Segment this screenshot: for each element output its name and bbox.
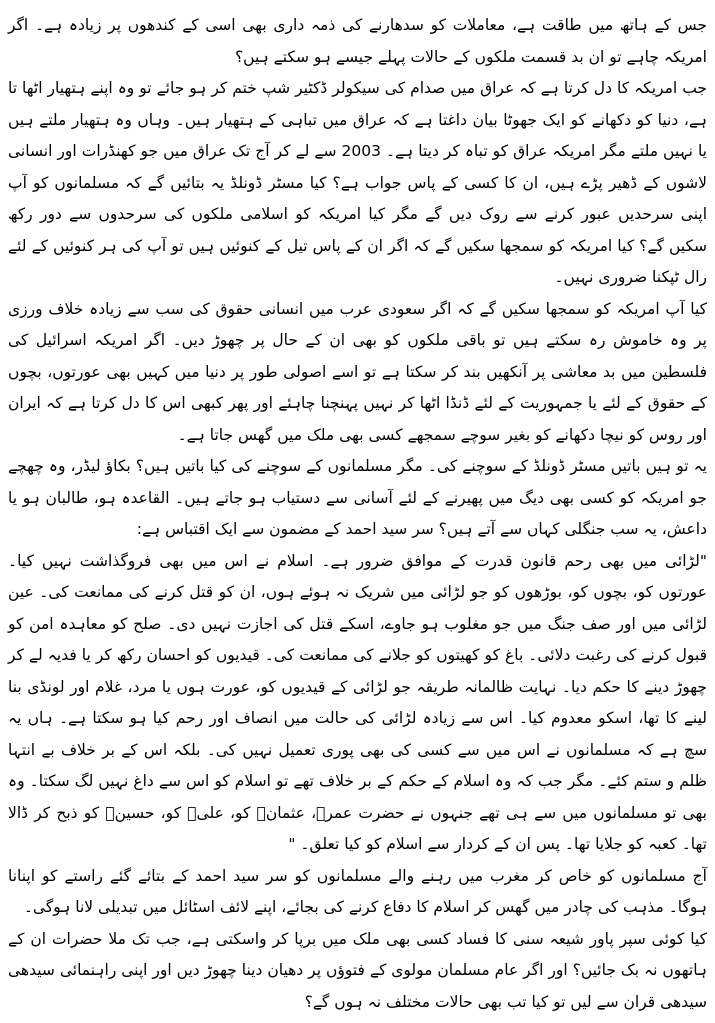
quotation-paragraph: "لڑائی میں بھی رحم قانون قدرت کے موافق ضرور ہے۔ اسلام نے اس میں بھی فروگذاشت نہیں کیا۔ عورتوں کو، بچوں کو، بوڑھوں کو جو لڑائی میں شریک نہ ہوئے ہوں، ان کو قتل کرنے کی ممانعت کی۔ عین لڑائی میں اور صف جنگ میں جو مغلوب ہو جاوے، اسکے قتل کی اجازت نہیں دی۔ صلح کو معاہدہ امن کو قبول کرنے کی رغبت دلائی۔ باغ کو کھیتوں کو جلانے کی ممانعت کی۔ قیدیوں کو احسان رکھ کر یا فدیہ لے کر چھوڑ دینے کا حکم دیا۔ نہایت ظالمانہ طریقہ جو لڑائی کے قیدیوں کو، عورت ہوں یا مرد، غلام اور لونڈی بنا لینے کا تھا، اسکو معدوم کیا۔ اس سے زیادہ لڑائی کی حالت میں انصاف اور رحم کیا ہو سکتا ہے۔ ہاں یہ سچ ہے کہ مسلمانوں نے اس میں سے کسی کی بھی پوری تعمیل نہیں کی۔ بلکہ اس کے بر خلاف بے انتہا ظلم و ستم کئے۔ مگر جب کہ وہ اسلام کے حکم کے بر خلاف تھے تو اسلام کو اس سے داغ نہیں لگ سکتا۔ وہ بھی تو مسلمانوں میں سے ہی تھے جنہوں نے حضرت عمرؓ، عثمانؓ کو، علیؓ کو، حسینؓ کو ذبح کر ڈالا تھا۔ کعبہ کو جلایا تھا۔ پس ان کے کردار سے اسلام کو کیا تعلق۔ " (8, 551, 707, 853)
paragraph-6: آج مسلمانوں کو خاص کر مغرب میں رہنے والے مسلمانوں کو سر سید احمد کے بتائے گئے راستے کو اپنانا ہوگا۔ مذہب کی چادر میں گھس کر اسلام کا دفاع کرنے کی بجائے، اپنے لائف اسٹائل میں تبدیلی لانا ہوگی۔ (8, 866, 707, 916)
paragraph-3: کیا آپ امریکہ کو سمجھا سکیں گے کہ اگر سعودی عرب میں انسانی حقوق کی سب سے زیادہ خلاف ورزی پر وہ خاموش رہ سکتے ہیں تو باقی ملکوں کو بھی ان کے حال پر چھوڑ دیں۔ اگر امریکہ اسرائیل کی فلسطین میں بد معاشی پر آنکھیں بند کر سکتا ہے تو اسے اصولی طور پر دنیا میں کہیں بھی عورتوں، بچوں کے حقوق کے لئے یا جمہوریت کے لئے ڈنڈا اٹھا کر نہیں پہنچنا چاہئے اور پھر کبھی اس کا دل کرتا ہے کہ ایران اور روس کو نیچا دکھانے کو بغیر سوچے سمجھے کسی بھی ملک میں گھس جاتا ہے۔ (8, 299, 707, 444)
paragraph-2: جب امریکہ کا دل کرتا ہے کہ عراق میں صدام کی سیکولر ڈکٹیر شپ ختم کر ہو جائے تو وہ اپنے ہتھیار اٹھا تا ہے، دنیا کو دکھانے کو ایک جھوٹا بیان داغتا ہے کہ عراق میں تباہی کے ہتھیار ہیں۔ وہاں وہ ہتھیار ملتے ہیں یا نہیں ملتے مگر امریکہ عراق کو تباہ کر دیتا ہے۔ 2003 سے لے کر آج تک عراق میں جو کھنڈرات اور انسانی لاشوں کے ڈھیر پڑے ہیں، ان کا کسی کے پاس جواب ہے؟ کیا مسٹر ڈونلڈ یہ بتائیں گے کہ مسلمانوں کو آپ اپنی سرحدیں عبور کرنے سے روک دیں گے مگر کیا امریکہ کو اسلامی ملکوں کی سرحدوں سے دور رکھ سکیں گے؟ کیا امریکہ کو سمجھا سکیں گے کہ اگر ان کے پاس تیل کے کنوئیں ہیں تو آپ کی ہر کنوئیں کے لئے رال ٹپکنا ضروری نہیں۔ (8, 79, 707, 286)
paragraph-7: کیا کوئی سپر پاور شیعہ سنی کا فساد کسی بھی ملک میں برپا کر واسکتی ہے، جب تک ملا حضرات ان کے ہاتھوں نہ بک جائیں؟ اور اگر عام مسلمان مولوی کے فتوؤں پر دھیان دینا چھوڑ دیں اور اپنی راہنمائی سیدھی سیدھی قران سے لیں تو کیا تب بھی حالات مختلف نہ ہوں گے؟ (8, 929, 707, 1011)
paragraph-1: جس کے ہاتھ میں طاقت ہے، معاملات کو سدھارنے کی ذمہ داری بھی اسی کے کندھوں پر زیادہ ہے۔ اگر امریکہ چاہے تو ان بد قسمت ملکوں کے حالات پہلے جیسے ہو سکتے ہیں؟ (8, 16, 707, 66)
paragraph-4: یہ تو ہیں باتیں مسٹر ڈونلڈ کے سوچنے کی۔ مگر مسلمانوں کے سوچنے کی کیا باتیں ہیں؟ بکاؤ لیڈر، وہ چھچے جو امریکہ کو کسی بھی دیگ میں پھیرنے کے لئے آسانی سے دستیاب ہو جاتے ہیں۔ القاعدہ ہو، طالبان ہو یا داعش، یہ سب جنگلی کہاں سے آتے ہیں؟ سر سید احمد کے مضمون سے ایک اقتباس ہے: (8, 457, 707, 538)
